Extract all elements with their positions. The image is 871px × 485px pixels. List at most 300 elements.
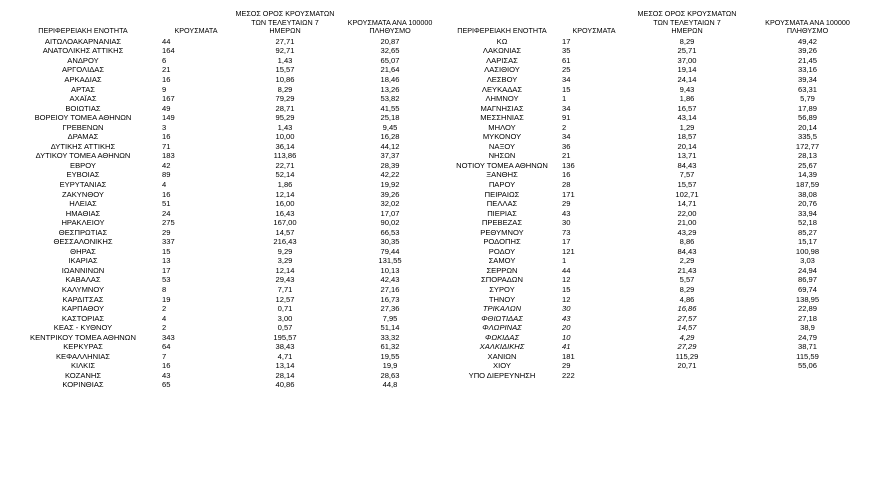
table-row [4, 65, 440, 75]
table-row [442, 295, 867, 305]
per-100k-cell: 24,79 [797, 332, 817, 342]
avg-7day-cell: 8,86 [679, 237, 695, 247]
table-row [4, 361, 440, 371]
per-100k-cell [748, 371, 867, 381]
cases-cell: 17 [562, 237, 571, 247]
per-100k-cell: 27,36 [380, 304, 400, 314]
area-cell: ΔΡΑΜΑΣ [67, 132, 99, 142]
per-100k-cell: 131,55 [378, 256, 402, 266]
per-100k-cell: 39,26 [380, 189, 400, 199]
table-row [442, 104, 867, 114]
per-100k-cell: 37,37 [380, 151, 400, 161]
per-100k-cell: 38,08 [797, 189, 817, 199]
per-100k-cell: 19,9 [382, 361, 398, 371]
area-cell: ΚΕΑΣ - ΚΥΘΝΟΥ [53, 323, 113, 333]
cases-cell: 1 [562, 256, 567, 266]
avg-7day-cell: 84,43 [677, 160, 697, 170]
table-row [4, 85, 440, 95]
cases-cell: 43 [162, 370, 171, 380]
table-row [442, 237, 867, 247]
avg-7day-cell: 5,57 [679, 275, 695, 285]
cases-cell: 20 [562, 323, 571, 333]
area-cell: ΗΡΑΚΛΕΙΟΥ [61, 218, 105, 228]
area-cell: ΑΧΑΪΑΣ [69, 94, 97, 104]
area-cell: ΧΙΟΥ [493, 361, 511, 371]
area-cell: ΣΑΜΟΥ [488, 256, 516, 266]
per-100k-cell: 10,13 [380, 265, 400, 275]
table-row [442, 151, 867, 161]
avg-7day-cell: 9,29 [277, 246, 293, 256]
header-per-line2: ΠΛΗΘΥΣΜΟ [786, 26, 829, 36]
per-100k-cell: 187,59 [795, 179, 820, 189]
cases-cell: 1 [562, 94, 567, 104]
area-cell: ΤΡΙΚΑΛΩΝ [482, 304, 522, 314]
cases-cell: 29 [162, 227, 171, 237]
cases-cell: 29 [562, 361, 571, 371]
per-100k-cell: 100,98 [795, 246, 820, 256]
per-100k-cell: 16,73 [380, 294, 400, 304]
per-100k-cell: 44,8 [382, 380, 398, 390]
avg-7day-cell: 0,57 [277, 323, 293, 333]
area-cell: ΛΑΚΩΝΙΑΣ [482, 46, 522, 56]
avg-7day-cell: 40,86 [275, 380, 295, 390]
table-row [442, 333, 867, 343]
table-row [4, 237, 440, 247]
area-cell: ΜΑΓΝΗΣΙΑΣ [480, 103, 524, 113]
cases-cell: 43 [562, 313, 571, 323]
area-cell: ΥΠΟ ΔΙΕΡΕΥΝΗΣΗ [468, 370, 536, 380]
per-100k-cell: 17,89 [797, 103, 817, 113]
per-100k-cell: 53,82 [380, 94, 400, 104]
cases-cell: 222 [562, 370, 575, 380]
cases-cell: 164 [162, 46, 175, 56]
cases-cell: 17 [562, 36, 571, 46]
cases-cell: 73 [562, 227, 571, 237]
per-100k-cell: 61,32 [380, 342, 400, 352]
avg-7day-cell: 25,71 [677, 46, 697, 56]
avg-7day-cell: 20,14 [677, 141, 697, 151]
area-cell: ΦΛΩΡΙΝΑΣ [482, 323, 522, 333]
cases-cell: 36 [562, 141, 571, 151]
cases-cell: 9 [162, 84, 167, 94]
table-row [4, 151, 440, 161]
avg-7day-cell: 22,71 [275, 160, 295, 170]
table-row [442, 180, 867, 190]
avg-7day-cell: 84,43 [677, 246, 697, 256]
avg-7day-cell: 7,57 [679, 170, 695, 180]
area-cell: ΓΡΕΒΕΝΩΝ [62, 122, 104, 132]
cases-cell: 42 [162, 160, 171, 170]
cases-cell: 15 [162, 246, 171, 256]
area-cell: ΛΑΣΙΘΙΟΥ [484, 65, 520, 75]
table-row [442, 85, 867, 95]
cases-cell: 21 [162, 65, 171, 75]
table-row [4, 380, 440, 390]
area-cell: ΣΠΟΡΑΔΩΝ [481, 275, 523, 285]
table-row [4, 94, 440, 104]
per-100k-cell: 33,94 [797, 208, 817, 218]
table-row [4, 266, 440, 276]
avg-7day-cell: 14,57 [275, 227, 295, 237]
avg-7day-cell: 95,29 [275, 113, 295, 123]
avg-7day-cell: 28,14 [275, 370, 295, 380]
table-row [4, 333, 440, 343]
table-row [4, 46, 440, 56]
table-row [442, 342, 867, 352]
avg-7day-cell: 1,86 [277, 179, 293, 189]
cases-cell: 4 [162, 179, 167, 189]
cases-cell: 25 [562, 65, 571, 75]
per-100k-cell: 32,02 [380, 199, 400, 209]
header-cases: ΚΡΟΥΣΜΑΤΑ [572, 26, 616, 36]
area-cell: ΘΕΣΣΑΛΟΝΙΚΗΣ [53, 237, 113, 247]
per-100k-cell: 90,02 [380, 218, 400, 228]
area-cell: ΜΕΣΣΗΝΙΑΣ [480, 113, 524, 123]
table-row [4, 209, 440, 219]
avg-7day-cell: 20,71 [677, 361, 697, 371]
cases-cell: 10 [562, 332, 571, 342]
area-cell: ΝΗΣΩΝ [488, 151, 516, 161]
area-cell: ΕΥΒΟΙΑΣ [66, 170, 100, 180]
area-cell: ΑΡΓΟΛΙΔΑΣ [61, 65, 105, 75]
area-cell: ΜΗΛΟΥ [488, 122, 516, 132]
table-row [4, 323, 440, 333]
area-cell: ΕΥΡΥΤΑΝΙΑΣ [59, 179, 107, 189]
area-cell: ΠΡΕΒΕΖΑΣ [481, 218, 523, 228]
per-100k-cell: 28,63 [380, 370, 400, 380]
table-row [4, 352, 440, 362]
header-area: ΠΕΡΙΦΕΡΕΙΑΚΗ ΕΝΟΤΗΤΑ [38, 26, 128, 36]
cases-cell: 181 [562, 351, 575, 361]
table-row [442, 123, 867, 133]
per-100k-cell: 56,89 [797, 113, 817, 123]
avg-7day-cell: 13,14 [275, 361, 295, 371]
per-100k-cell: 33,16 [797, 65, 817, 75]
cases-cell: 171 [562, 189, 575, 199]
cases-cell: 16 [562, 170, 571, 180]
per-100k-cell: 20,14 [797, 122, 817, 132]
per-100k-cell: 28,39 [380, 160, 400, 170]
per-100k-cell: 69,74 [797, 285, 817, 294]
avg-7day-cell: 1,86 [679, 94, 695, 104]
table-row [4, 304, 440, 314]
header-per-100k [748, 10, 867, 37]
area-cell: ΠΑΡΟΥ [488, 179, 516, 189]
cases-cell: 6 [162, 55, 167, 65]
per-100k-cell: 38,71 [797, 342, 817, 352]
table-row [4, 161, 440, 171]
table-row [442, 323, 867, 333]
area-cell: ΗΛΕΙΑΣ [69, 199, 97, 209]
avg-7day-cell: 4,86 [679, 294, 695, 304]
avg-7day-cell: 4,29 [679, 332, 695, 342]
avg-7day-cell: 14,57 [677, 323, 697, 333]
area-cell: ΑΡΤΑΣ [71, 84, 95, 94]
per-100k-cell: 25,18 [380, 113, 400, 123]
per-100k-cell: 24,94 [797, 265, 817, 275]
per-100k-cell: 52,18 [797, 218, 817, 228]
avg-7day-cell: 9,43 [679, 84, 695, 94]
table-row [442, 314, 867, 324]
cases-cell: 89 [162, 170, 171, 180]
table-row [442, 46, 867, 56]
avg-7day-cell: 7,71 [277, 285, 293, 294]
cases-cell: 16 [162, 189, 171, 199]
cases-cell: 34 [562, 132, 571, 142]
per-100k-cell: 25,67 [797, 160, 817, 170]
avg-7day-cell: 16,43 [275, 208, 295, 218]
avg-7day-cell: 21,00 [677, 218, 697, 228]
header-avg-line2: ΤΩΝ ΤΕΛΕΥΤΑΙΩΝ 7 [653, 17, 721, 27]
table-row [442, 132, 867, 142]
avg-7day-cell: 28,71 [275, 103, 295, 113]
table-row [4, 37, 440, 47]
cases-cell: 2 [562, 122, 567, 132]
avg-7day-cell [626, 371, 748, 381]
header-row [442, 10, 867, 37]
cases-cell: 12 [562, 275, 571, 285]
per-100k-cell: 38,9 [800, 323, 815, 333]
avg-7day-cell: 52,14 [275, 170, 295, 180]
table-row [4, 56, 440, 66]
header-avg-line2: ΤΩΝ ΤΕΛΕΥΤΑΙΩΝ 7 [251, 17, 319, 27]
avg-7day-cell: 1,43 [277, 122, 293, 132]
table-row [442, 266, 867, 276]
per-100k-cell: 79,44 [380, 246, 400, 256]
area-cell: ΑΝΑΤΟΛΙΚΗΣ ΑΤΤΙΚΗΣ [42, 46, 124, 56]
avg-7day-cell: 167,00 [273, 218, 297, 228]
table-row [4, 142, 440, 152]
area-cell: ΒΟΙΩΤΙΑΣ [65, 103, 101, 113]
cases-cell: 16 [162, 132, 171, 142]
table-row [442, 37, 867, 47]
area-cell: ΚΑΛΥΜΝΟΥ [61, 285, 105, 294]
avg-7day-cell: 8,29 [679, 285, 695, 294]
cases-cell: 30 [562, 218, 571, 228]
cases-cell: 35 [562, 46, 571, 56]
table-row [442, 142, 867, 152]
per-100k-cell: 19,92 [380, 179, 400, 189]
per-100k-cell: 27,18 [797, 313, 817, 323]
per-100k-cell: 39,26 [797, 46, 817, 56]
cases-cell: 167 [162, 94, 175, 104]
area-cell: ΔΥΤΙΚΟΥ ΤΟΜΕΑ ΑΘΗΝΩΝ [35, 151, 131, 161]
area-cell: ΦΩΚΙΔΑΣ [484, 332, 520, 342]
avg-7day-cell: 8,29 [277, 84, 293, 94]
table-row [442, 75, 867, 85]
area-cell: ΣΥΡΟΥ [489, 285, 515, 294]
area-cell: ΙΩΑΝΝΙΝΩΝ [61, 265, 105, 275]
cases-cell: 149 [162, 113, 175, 123]
table-row [4, 285, 440, 295]
table-row [4, 218, 440, 228]
avg-7day-cell: 195,57 [273, 332, 297, 342]
area-cell: ΠΙΕΡΙΑΣ [487, 208, 517, 218]
avg-7day-cell: 22,00 [677, 208, 697, 218]
table-row [442, 209, 867, 219]
left-cases-table [4, 10, 440, 390]
cases-cell: 15 [562, 285, 571, 294]
per-100k-cell: 7,95 [382, 313, 398, 323]
table-row [442, 256, 867, 266]
cases-cell: 17 [162, 265, 171, 275]
avg-7day-cell: 27,29 [677, 342, 697, 352]
area-cell: ΠΕΙΡΑΙΩΣ [484, 189, 520, 199]
avg-7day-cell: 19,14 [677, 65, 697, 75]
per-100k-cell: 30,35 [380, 237, 400, 247]
area-cell: ΡΟΔΟΠΗΣ [483, 237, 521, 247]
header-avg [230, 10, 340, 37]
table-row [4, 247, 440, 257]
per-100k-cell: 22,89 [797, 304, 817, 314]
avg-7day-cell: 115,29 [675, 351, 699, 361]
header-avg [626, 10, 748, 37]
table-row [4, 113, 440, 123]
table-row [442, 275, 867, 285]
cases-cell: 44 [162, 36, 171, 46]
avg-7day-cell: 10,00 [275, 132, 295, 142]
header-per-line1: ΚΡΟΥΣΜΑΤΑ ΑΝΑ 100000 [347, 17, 433, 27]
cases-cell: 13 [162, 256, 171, 266]
avg-7day-cell: 16,00 [275, 199, 295, 209]
area-cell: ΧΑΝΙΩΝ [487, 351, 517, 361]
avg-7day-cell: 0,71 [277, 304, 293, 314]
area-cell: ΚΩ [496, 36, 508, 46]
cases-cell: 53 [162, 275, 171, 285]
avg-7day-cell: 18,57 [677, 132, 697, 142]
avg-7day-cell: 36,14 [275, 141, 295, 151]
header-avg-line1: ΜΕΣΟΣ ΟΡΟΣ ΚΡΟΥΣΜΑΤΩΝ [637, 9, 737, 18]
table-row [4, 256, 440, 266]
cases-cell: 121 [562, 246, 575, 256]
area-cell: ΝΑΞΟΥ [488, 141, 516, 151]
table-row [4, 295, 440, 305]
area-cell: ΑΙΤΩΛΟΑΚΑΡΝΑΝΙΑΣ [44, 36, 122, 46]
avg-7day-cell: 92,71 [275, 46, 295, 56]
per-100k-cell: 65,07 [380, 55, 400, 65]
area-cell: ΙΚΑΡΙΑΣ [68, 256, 98, 266]
area-cell: ΚΟΡΙΝΘΙΑΣ [62, 380, 104, 390]
table-row [442, 218, 867, 228]
avg-7day-cell: 2,29 [679, 256, 695, 266]
table-row [4, 275, 440, 285]
cases-cell: 4 [162, 313, 167, 323]
per-100k-cell: 85,27 [797, 227, 817, 237]
avg-7day-cell: 16,86 [677, 304, 697, 314]
area-cell: ΚΕΡΚΥΡΑΣ [63, 342, 103, 352]
table-row [4, 314, 440, 324]
cases-cell: 24 [162, 208, 171, 218]
cases-cell: 71 [162, 141, 171, 151]
cases-cell: 136 [562, 160, 575, 170]
cases-cell: 15 [562, 84, 571, 94]
avg-7day-cell: 8,29 [679, 36, 695, 46]
per-100k-cell: 20,87 [380, 36, 400, 46]
table-row [442, 304, 867, 314]
cases-cell: 61 [562, 55, 571, 65]
per-100k-cell: 42,43 [380, 275, 400, 285]
header-area: ΠΕΡΙΦΕΡΕΙΑΚΗ ΕΝΟΤΗΤΑ [457, 26, 547, 36]
per-100k-cell: 335,5 [797, 132, 817, 142]
area-cell: ΚΑΡΔΙΤΣΑΣ [62, 294, 104, 304]
area-cell: ΠΕΛΛΑΣ [486, 199, 518, 209]
cases-cell: 337 [162, 237, 175, 247]
left-table-panel [4, 10, 440, 390]
cases-cell: 43 [562, 208, 571, 218]
avg-7day-cell: 12,14 [275, 265, 295, 275]
area-cell: ΣΕΡΡΩΝ [486, 265, 518, 275]
table-row [4, 132, 440, 142]
header-per-line1: ΚΡΟΥΣΜΑΤΑ ΑΝΑ 100000 [765, 17, 850, 27]
area-cell: ΤΗΝΟΥ [488, 294, 516, 304]
avg-7day-cell: 3,00 [277, 313, 293, 323]
per-100k-cell: 19,55 [380, 351, 400, 361]
table-row [442, 56, 867, 66]
table-row [4, 190, 440, 200]
avg-7day-cell: 10,86 [275, 74, 295, 84]
area-cell: ΕΒΡΟΥ [70, 160, 96, 170]
cases-cell: 34 [562, 103, 571, 113]
header-avg-line3: ΗΜΕΡΩΝ [671, 26, 703, 36]
area-cell: ΛΑΡΙΣΑΣ [486, 55, 518, 65]
area-cell: ΜΥΚΟΝΟΥ [482, 132, 522, 142]
table-row [442, 361, 867, 371]
table-row [442, 199, 867, 209]
cases-cell: 8 [162, 285, 167, 294]
cases-cell: 183 [162, 151, 175, 161]
avg-7day-cell: 27,71 [275, 36, 295, 46]
cases-cell: 30 [562, 304, 571, 314]
table-row [4, 75, 440, 85]
table-row [442, 161, 867, 171]
table-row [442, 170, 867, 180]
avg-7day-cell: 1,29 [679, 122, 695, 132]
table-row [442, 65, 867, 75]
cases-cell: 49 [162, 103, 171, 113]
avg-7day-cell: 37,00 [677, 55, 697, 65]
area-cell: ΧΑΛΚΙΔΙΚΗΣ [479, 342, 525, 352]
avg-7day-cell: 14,71 [677, 199, 697, 209]
per-100k-cell: 18,46 [380, 74, 400, 84]
table-row [4, 199, 440, 209]
area-cell: ΒΟΡΕΙΟΥ ΤΟΜΕΑ ΑΘΗΝΩΝ [34, 113, 132, 123]
per-100k-cell: 44,12 [380, 141, 400, 151]
per-100k-cell: 172,77 [795, 141, 820, 151]
avg-7day-cell: 29,43 [275, 275, 295, 285]
header-avg-line3: ΗΜΕΡΩΝ [269, 26, 301, 36]
cases-cell: 12 [562, 294, 571, 304]
area-cell: ΚΑΡΠΑΘΟΥ [61, 304, 105, 314]
cases-cell: 51 [162, 199, 171, 209]
area-cell: ΚΕΝΤΡΙΚΟΥ ΤΟΜΕΑ ΑΘΗΝΩΝ [30, 332, 136, 342]
avg-7day-cell: 13,71 [677, 151, 697, 161]
cases-cell: 21 [562, 151, 571, 161]
per-100k-cell: 115,59 [796, 351, 819, 361]
cases-cell: 41 [562, 342, 571, 352]
table-row [4, 228, 440, 238]
table-row [4, 104, 440, 114]
per-100k-cell: 9,45 [382, 122, 398, 132]
avg-7day-cell: 16,57 [677, 103, 697, 113]
cases-cell: 7 [162, 351, 167, 361]
per-100k-cell: 21,64 [380, 65, 400, 75]
header-per-line2: ΠΛΗΘΥΣΜΟ [369, 26, 411, 36]
per-100k-cell: 63,31 [797, 84, 817, 94]
table-row [442, 190, 867, 200]
table-row [442, 247, 867, 257]
cases-cell: 19 [162, 294, 171, 304]
per-100k-cell: 28,13 [797, 151, 817, 161]
